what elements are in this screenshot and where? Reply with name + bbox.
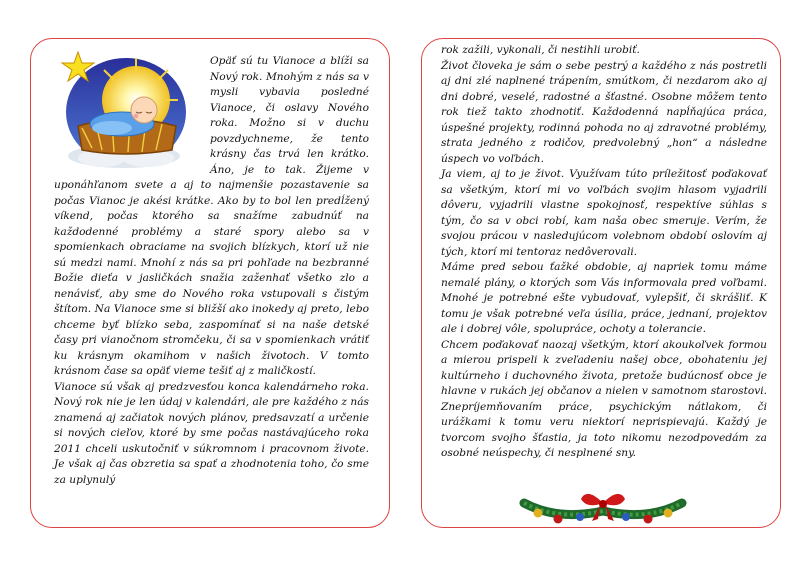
- nativity-illustration: [52, 48, 204, 170]
- left-page: [30, 38, 390, 528]
- right-page: [421, 38, 781, 528]
- right-paragraph-2: Život človeka je sám o sebe pestrý a každého z nás postretli aj dni zlé naplnené trápením, smútkom, či nezdarom ako aj dni dobré, veselé, radostné a šťastné. Osobne môžem tento rok tiež takto zhodnotiť. Každodenná napĺňajúca práca, úspešné projekty, rodinná pohoda no aj zdravotné problémy, strata jedného z rodičov, predvolebný „hon“ a následne úspech vo voľbách.: [441, 59, 767, 165]
- right-paragraph-4: Máme pred sebou ťažké obdobie, aj napriek tomu máme nemalé plány, o ktorých som Vás informovala pred voľbami. Mnohé je potrebné ešte vybudovať, vylepšiť, či skrášliť. K tomu je však potrebné veľa úsilia, práce, jednaní, projektov ale i dobrej vôle, spolupráce, ochoty a tolerancie.: [441, 261, 767, 335]
- left-page-text: [54, 54, 369, 488]
- left-paragraph-2: Vianoce sú však aj predzvesťou konca kalendárneho roka. Nový rok nie je len údaj v kalendári, ale pre každého z nás znamená aj začiatok nových plánov, predsavzatí a určenie si nových cieľov, ktoré by sme počas nastávajúceho roka 2011 chceli uskutočniť v súkromnom i pracovnom živote. Je však aj čas obzretia sa spať a zhodnotenia toho, čo sme za uplynulý: [54, 380, 369, 486]
- right-paragraph-1: rok zažili, vykonali, či nestihli urobiť.: [441, 44, 640, 56]
- right-paragraph-5: Chcem poďakovať naozaj všetkým, ktorí akoukoľvek formou a mierou prispeli k zveľadeniu našej obce, obohateniu jej kultúrneho i duchovného života, pretože budúcnosť obce je hlavne v rukách jej občanov a nielen v samotnom starostovi. Znepríjemňovaním práce, psychickým nátlakom, či urážkami k tomu veru niektorí neprispievajú. Každý je tvorcom svojho šťastia, ja toto nikomu nezodpovedám za osobné neúspechy, či nesplnené sny.: [441, 338, 767, 459]
- right-paragraph-3: Ja viem, aj to je život. Využívam túto príležitosť poďakovať sa všetkým, ktorí mi vo voľbách svojim hlasom vyjadrili dôveru, vyjadrili vlastne spokojnosť, respektíve súhlas s tým, čo sa v obci robí, kam naša obec smeruje. Verím, že svojou prácou v nasledujúcom volebnom období oslovím aj tých, ktorí mi tentoraz nedôverovali.: [441, 168, 767, 258]
- right-page-text: [441, 43, 767, 462]
- left-paragraph-1: Opäť sú tu Vianoce a blíži sa Nový rok. Mnohým z nás sa v mysli vybavia posledné Vianoce, či oslavy Nového roka. Možno si v duchu povzdychneme, že tento krásny čas trvá len krátko. Áno, je to tak. Žijeme v uponáhľanom svete a aj to najmenšie pozastavenie sa počas Vianoc je akési krátke. Ako by to bol len predĺžený víkend, počas ktorého sa snažíme zabudnúť na každodenné problémy a staré spory alebo sa v spomienkach obraciame na svojich blízkych, ktorí už nie sú medzi nami. Mnohí z nás sa pri pohľade na bezbranné Božie dieťa v jasličkách snažia zaženhať všetko zlo a nenávisť, aby sme do Nového roka vstupovali s čistým štítom. Na Vianoce sme si bližší ako inokedy aj preto, lebo chceme byť blízko seba, zaspomínať si na naše detské časy pri vianočnom stromčeku, či sa v spomienkach vrátiť ku krásnym okamihom v našich životoch. V tomto krásnom čase sa opäť vieme tešiť aj z maličkostí.: [54, 55, 369, 377]
- christmas-garland-icon: [518, 481, 688, 527]
